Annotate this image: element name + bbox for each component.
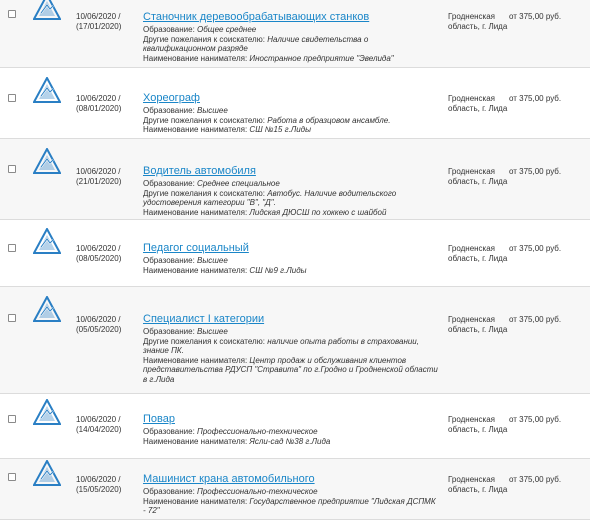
vacancy-info: [143, 313, 438, 384]
vacancy-salary: от 375,00 руб.: [509, 94, 562, 103]
vacancy-region: Гродненская область, г. Лида: [448, 415, 508, 434]
vacancy-date: 10/06/2020 / (08/05/2020): [76, 244, 122, 263]
education-line: Образование: Профессионально-техническое: [143, 487, 318, 496]
select-checkbox[interactable]: [8, 94, 16, 102]
employment-service-logo-icon: [33, 77, 61, 103]
vacancy-date: 10/06/2020 / (05/05/2020): [76, 315, 122, 334]
employment-service-logo-icon: [33, 296, 61, 322]
select-checkbox[interactable]: [8, 473, 16, 481]
employment-service-logo-icon: [33, 399, 61, 425]
employer-line: Наименование нанимателя: Иностранное предприятие "Эвелида": [143, 53, 394, 63]
vacancy-title-link[interactable]: Станочник деревообрабатывающих станков: [143, 11, 370, 23]
employment-service-logo-icon: [33, 228, 61, 254]
vacancy-date: 10/06/2020 / (15/05/2020): [76, 475, 122, 494]
vacancy-row: [0, 394, 590, 459]
vacancy-salary: от 375,00 руб.: [509, 475, 562, 484]
vacancy-title-link[interactable]: Водитель автомобиля: [143, 165, 256, 177]
vacancy-info: [143, 92, 438, 135]
vacancy-title-link[interactable]: Педагог социальный: [143, 242, 249, 254]
select-checkbox[interactable]: [8, 10, 16, 18]
vacancy-region: Гродненская область, г. Лида: [448, 475, 508, 494]
vacancy-date: 10/06/2020 / (08/01/2020): [76, 94, 122, 113]
employment-service-logo-icon: [33, 148, 61, 174]
education-line: Образование: Профессионально-техническое: [143, 427, 318, 436]
employer-line: Наименование нанимателя: Государственное предприятие "Лидская ДСПМК - 72": [143, 496, 436, 515]
vacancy-info: [143, 413, 438, 446]
vacancy-info: [143, 11, 438, 63]
vacancy-region: Гродненская область, г. Лида: [448, 167, 508, 186]
wishes-line: Другие пожелания к соискателю: Наличие свидетельства о квалификационном разряде: [143, 34, 369, 53]
employment-service-logo-icon: [33, 0, 61, 20]
vacancy-salary: от 375,00 руб.: [509, 315, 562, 324]
vacancy-region: Гродненская область, г. Лида: [448, 315, 508, 334]
vacancy-info: [143, 473, 438, 516]
education-line: Образование: Высшее: [143, 327, 228, 336]
vacancy-date: 10/06/2020 / (17/01/2020): [76, 12, 122, 31]
vacancy-date: 10/06/2020 / (14/04/2020): [76, 415, 122, 434]
vacancy-row: [0, 139, 590, 220]
wishes-line: Другие пожелания к соискателю: Работа в образцовом ансамбле.: [143, 115, 391, 125]
vacancy-salary: от 375,00 руб.: [509, 415, 562, 424]
education-line: Образование: Общее среднее: [143, 25, 257, 34]
employer-line: Наименование нанимателя: СШ №15 г.Лиды: [143, 125, 311, 134]
vacancy-region: Гродненская область, г. Лида: [448, 94, 508, 113]
education-line: Образование: Среднее специальное: [143, 179, 280, 188]
vacancy-region: Гродненская область, г. Лида: [448, 12, 508, 31]
employment-service-logo-icon: [33, 460, 61, 486]
vacancy-info: [143, 242, 438, 275]
vacancy-row: [0, 0, 590, 68]
education-line: Образование: Высшее: [143, 256, 228, 265]
vacancy-salary: от 375,00 руб.: [509, 244, 562, 253]
vacancy-row: [0, 68, 590, 139]
vacancy-title-link[interactable]: Машинист крана автомобильного: [143, 473, 315, 485]
select-checkbox[interactable]: [8, 244, 16, 252]
vacancy-salary: от 375,00 руб.: [509, 167, 562, 176]
vacancy-date: 10/06/2020 / (21/01/2020): [76, 167, 122, 186]
employer-line: Наименование нанимателя: Лидская ДЮСШ по хоккею с шайбой: [143, 207, 387, 217]
select-checkbox[interactable]: [8, 314, 16, 322]
select-checkbox[interactable]: [8, 415, 16, 423]
vacancy-salary: от 375,00 руб.: [509, 12, 562, 21]
vacancy-region: Гродненская область, г. Лида: [448, 244, 508, 263]
vacancy-info: [143, 165, 438, 217]
wishes-line: Другие пожелания к соискателю: наличие опыта работы в страховании, знание ПК.: [143, 336, 419, 355]
vacancy-title-link[interactable]: Повар: [143, 413, 175, 425]
select-checkbox[interactable]: [8, 165, 16, 173]
employer-line: Наименование нанимателя: СШ №9 г.Лиды: [143, 265, 307, 275]
wishes-line: Другие пожелания к соискателю: Автобус. Наличие водительского удостоверения категории "В", "Д".: [143, 188, 397, 207]
vacancy-title-link[interactable]: Хореограф: [143, 92, 200, 104]
education-line: Образование: Высшее: [143, 106, 228, 115]
employer-line: Наименование нанимателя: Центр продаж и обслуживания клиентов представительства РДУСП "Стравита" по г.Гродно и Гродненской области в г.Лида: [143, 355, 438, 384]
vacancy-row: [0, 220, 590, 287]
vacancy-title-link[interactable]: Специалист I категории: [143, 313, 265, 325]
vacancy-row: [0, 459, 590, 520]
vacancy-row: [0, 287, 590, 394]
employer-line: Наименование нанимателя: Ясли-сад №38 г.Лида: [143, 436, 331, 446]
